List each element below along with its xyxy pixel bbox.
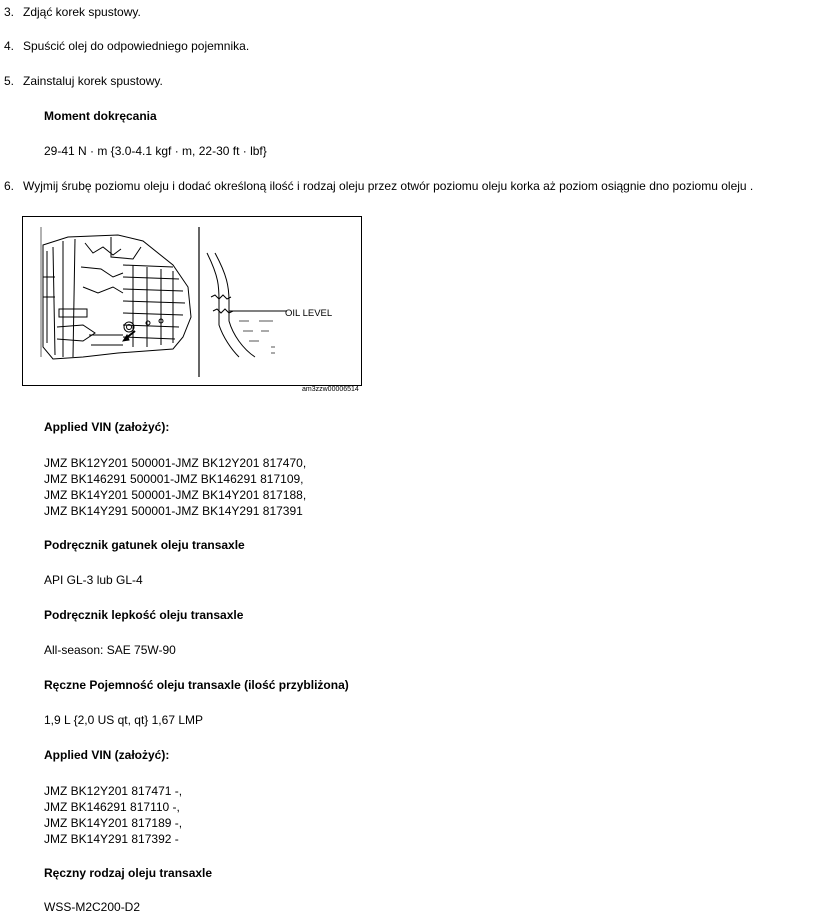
oil-grade-heading: Podręcznik gatunek oleju transaxle	[44, 538, 245, 552]
vin-list-2	[44, 783, 182, 847]
oil-level-detail-drawing	[207, 253, 287, 357]
vin-line: JMZ BK146291 500001-JMZ BK146291 817109,	[44, 472, 304, 486]
step-number: 6.	[4, 179, 15, 193]
vin-line: JMZ BK146291 817110 -,	[44, 800, 180, 814]
vin-line: JMZ BK14Y291 500001-JMZ BK14Y291 817391	[44, 504, 303, 518]
oil-type-value: WSS-M2C200-D2	[44, 900, 141, 914]
oil-level-label: OIL LEVEL	[285, 308, 333, 319]
torque-heading: Moment dokręcania	[44, 109, 157, 123]
figure-caption: am3zzw00006514	[302, 386, 359, 393]
transaxle-oil-level-figure	[22, 216, 362, 386]
step-text: Spuścić olej do odpowiedniego pojemnika.	[23, 39, 250, 53]
vin-line: JMZ BK12Y201 500001-JMZ BK12Y201 817470,	[44, 456, 307, 470]
oil-viscosity-heading: Podręcznik lepkość oleju transaxle	[44, 608, 244, 622]
step-number: 3.	[4, 5, 15, 19]
vin-heading-1: Applied VIN (założyć):	[44, 420, 170, 434]
oil-grade-value: API GL-3 lub GL-4	[44, 573, 143, 587]
vin-line: JMZ BK12Y201 817471 -,	[44, 784, 183, 798]
step-text: Zainstaluj korek spustowy.	[23, 74, 163, 88]
torque-value: 29-41 N · m {3.0-4.1 kgf · m, 22-30 ft · lbf}	[44, 144, 267, 158]
vin-heading-2: Applied VIN (założyć):	[44, 748, 170, 762]
oil-capacity-value: 1,9 L {2,0 US qt, qt} 1,67 LMP	[44, 713, 203, 727]
step-text: Wyjmij śrubę poziomu oleju i dodać określoną ilość i rodzaj oleju przez otwór poziomu oleju korka aż poziom osiągnie dno poziomu oleju .	[23, 179, 754, 193]
vin-list-1	[44, 455, 306, 519]
vin-line: JMZ BK14Y201 817189 -,	[44, 816, 183, 830]
oil-type-heading: Ręczny rodzaj oleju transaxle	[44, 866, 213, 880]
transaxle-illustration	[23, 217, 361, 385]
oil-viscosity-value: All-season: SAE 75W-90	[44, 643, 176, 657]
step-number: 4.	[4, 39, 15, 53]
transaxle-housing-drawing	[41, 227, 191, 359]
step-text: Zdjąć korek spustowy.	[23, 5, 141, 19]
vin-line: JMZ BK14Y201 500001-JMZ BK14Y201 817188,	[44, 488, 307, 502]
step-number: 5.	[4, 74, 15, 88]
vin-line: JMZ BK14Y291 817392 -	[44, 832, 179, 846]
oil-capacity-heading: Ręczne Pojemność oleju transaxle (ilość przybliżona)	[44, 678, 349, 692]
